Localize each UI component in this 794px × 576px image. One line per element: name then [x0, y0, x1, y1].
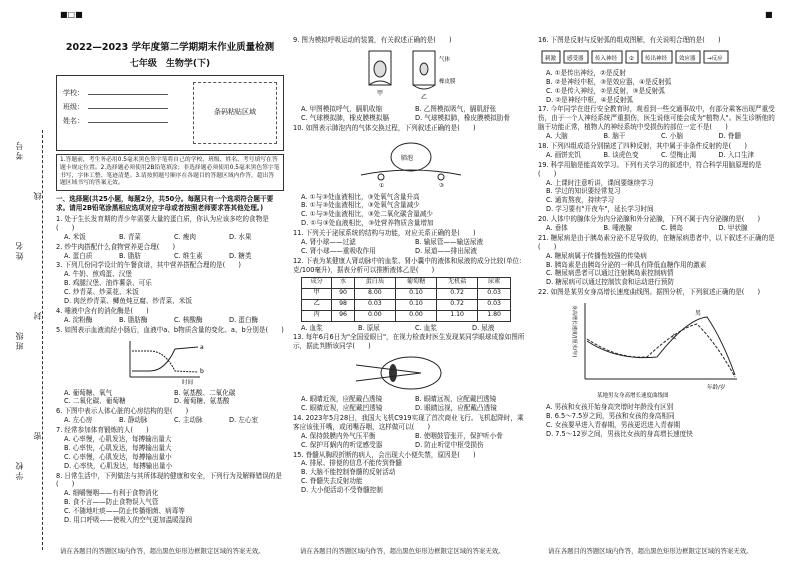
label-banji: 班级: [15, 330, 24, 350]
table-cell: 0.10: [395, 299, 436, 310]
question-stem: 21. 糖尿病是由于胰岛素分泌不足导致的，在糖尿病患者中，以下叙述不正确的是( ): [538, 233, 775, 251]
question-stem: 6. 下图中表示人体心脏的心房结构的是( ): [56, 407, 189, 416]
answer-option[interactable]: D. ①与③处血液相比，③处营养物质含量增加: [301, 219, 434, 228]
answer-option[interactable]: C. 气球模拟肺，橡皮膜模拟膈: [301, 113, 389, 122]
table-cell: 0.72: [437, 288, 478, 299]
table-header-cell: 蛋白质: [354, 277, 395, 288]
answer-option[interactable]: C. 糖尿病患者可以通过注射胰岛素控制病情: [546, 269, 674, 278]
answer-option[interactable]: B. 大脑不能控制脊髓的反射活动: [301, 468, 396, 477]
chart-title: 某地男女身高增长速度曲线图: [597, 393, 669, 400]
table-cell: 0.03: [478, 299, 511, 310]
answer-option[interactable]: A. 淀粉酶: [64, 315, 93, 324]
table-cell: 0.00: [354, 310, 395, 321]
table-cell: 乙: [302, 299, 332, 310]
question-list-2: [293, 36, 529, 495]
footer-3: 请在各题目的答题区域内作答，超出黑色矩形边框限定区域的答案无效。: [548, 547, 753, 555]
answer-option[interactable]: B. 静动脉: [119, 416, 148, 425]
question: [293, 36, 529, 123]
answer-option[interactable]: C. 望梅止渴: [661, 150, 697, 159]
label-mi: 密: [33, 430, 42, 440]
option-list: [56, 489, 284, 525]
answer-option[interactable]: B. ②是神经中枢，③是效应器，④是反射弧: [546, 77, 672, 86]
table-cell: 0.10: [395, 288, 436, 299]
answer-option[interactable]: D. 甲状腺: [718, 224, 748, 233]
table-cell: 甲: [302, 288, 332, 299]
answer-option[interactable]: C. 核酸酶: [174, 315, 203, 324]
reflex-step: 传出神经: [645, 55, 668, 62]
question-stem: 16. 下图是反射与反射弧的组成图解，有关说明合理的是( ): [538, 36, 721, 44]
question: [56, 326, 284, 407]
answer-option[interactable]: C. 瘦肉: [174, 232, 196, 241]
urine-table: [301, 277, 511, 322]
answer-option[interactable]: B. ①与③处血液相比，③处氧气含量减少: [301, 201, 420, 210]
option-list: [56, 270, 284, 306]
question: [56, 261, 284, 305]
exam-notice: 1.答题前，考生务必用0.5毫米黑色签字笔将自己的学校、班级、姓名、考号填写在答题卡规定位置。2.选择题必须使用2B铅笔填涂；非选择题必须使用0.5毫米黑色签字笔书写，字体工整、笔迹清楚。3.请按照题号顺序在各题目的答题区域内作答，超出答题区域书写的答案无效。: [56, 154, 284, 191]
fig-label-alveolus: 肺泡: [401, 154, 414, 162]
answer-option[interactable]: C. 通宵熬夜，持续学习: [546, 196, 615, 205]
option-list: [293, 238, 529, 256]
answer-option[interactable]: C. 维生素: [174, 251, 203, 260]
answer-option[interactable]: B. 胰岛素是由胰岛分泌的一种具有降低血糖作用的激素: [546, 260, 707, 269]
column-1: [56, 36, 284, 526]
answer-option[interactable]: D. 葡萄糖、氨基酸: [174, 397, 230, 406]
answer-option[interactable]: A. ①与③处血液相比，③处氧气含量升高: [301, 192, 420, 201]
reflex-step: 效应器: [679, 55, 696, 62]
option-list: [538, 69, 776, 105]
corner-mark-right: ■: [765, 10, 773, 19]
question-stem: 18. 下列四组成语分别描述了四种反射，其中属于非条件反射的是( ): [538, 142, 747, 151]
curve-label-a: a: [200, 343, 204, 351]
option-list: [56, 389, 284, 407]
answer-option[interactable]: D. 蛋白酶: [229, 315, 259, 324]
question-stem: 3. 下列几份同学设计的午餐食谱，其中营养搭配合理的是( ): [56, 261, 241, 270]
question-stem: 13. 每年6月6日为"全国爱眼日"，在视力检查时医生发现某同学眼球成像如图所示，据此判断该同学( ): [293, 333, 525, 351]
answer-option[interactable]: C. 炒青菜、炒菜花、米饭: [64, 288, 139, 297]
option-list: [293, 459, 529, 495]
option-list: [293, 105, 529, 123]
answer-option[interactable]: B. 脑干: [603, 132, 626, 141]
answer-option[interactable]: A. 保持鼓膜内外气压平衡: [301, 431, 376, 440]
answer-option[interactable]: B. 唾液腺: [603, 224, 632, 233]
answer-option[interactable]: B. 心率快，心肌发达，每搏输出量大: [64, 443, 172, 452]
answer-option[interactable]: B. 青菜: [119, 232, 141, 241]
option-list: [538, 403, 776, 439]
answer-option[interactable]: C. ①与③处血液相比，③处二氧化碳含量减少: [301, 210, 434, 219]
answer-option[interactable]: A. 肾小球——过滤: [301, 238, 356, 247]
class-field[interactable]: 班级：: [63, 100, 168, 114]
svg-text:③: ③: [439, 182, 444, 189]
answer-option[interactable]: A. ①是传出神经，②是反射: [546, 68, 626, 77]
answer-option[interactable]: A. 牛奶、煎鸡蛋、汉堡: [64, 270, 132, 279]
question-stem: 11. 下列关于泌尿系统的结构与功能，对应关系正确的是( ): [293, 229, 476, 238]
option-list: [56, 233, 284, 242]
answer-option[interactable]: B. 氨基酸、二氧化碳: [174, 388, 236, 397]
answer-option[interactable]: D. 防止听觉中枢受损伤: [415, 440, 484, 449]
answer-option[interactable]: D. 脊髓: [718, 132, 741, 141]
option-list: [293, 432, 529, 450]
answer-option[interactable]: C. 血浆: [415, 323, 437, 332]
reflex-step: ②: [629, 55, 634, 62]
question-stem: 19. 科学用脑是能高效学习。下列有关学习的叙述中，符合科学用脑原理的是( ): [538, 160, 762, 178]
blood-curve-figure: [120, 337, 220, 387]
table-header-cell: 水: [332, 277, 354, 288]
answer-option[interactable]: D. 糖类: [229, 251, 252, 260]
question: [293, 333, 529, 413]
answer-option[interactable]: D. 用口呼吸——使吸入的空气更加温暖湿润: [64, 516, 192, 525]
answer-option[interactable]: A. 垂体: [546, 224, 568, 233]
answer-option[interactable]: D. 水果: [229, 232, 252, 241]
cut-line: [42, 130, 43, 550]
answer-option[interactable]: B. 乙图模拟吸气，膈肌舒张: [415, 104, 497, 113]
table-cell: 0.03: [478, 288, 511, 299]
question-stem: 1. 处于生长发育期的青少年需要大量的蛋白质，你认为应该多吃的食物是( ): [56, 214, 269, 232]
label-feng: 封: [33, 310, 42, 320]
name-field[interactable]: 姓名：: [63, 114, 168, 128]
answer-option[interactable]: C. 眼睛近视，应配戴凹透镜: [301, 404, 383, 413]
question-stem: 12. 下表为某健康人肾动脉中的血浆、肾小囊中的液体和尿液的成分比较(单位:克/100毫升)，据表分析可以推断液体乙是( ): [293, 256, 522, 274]
answer-option[interactable]: A. 甲图模拟呼气，膈肌收缩: [301, 104, 383, 113]
question: [56, 472, 284, 525]
breathing-model-figure: [351, 47, 471, 103]
table-cell: 1.10: [437, 310, 478, 321]
table-header-cell: 尿素: [478, 277, 511, 288]
answer-option[interactable]: C. 小脑: [661, 132, 683, 141]
question: [538, 288, 776, 438]
answer-option[interactable]: A. 糖尿病属于传播性较强的传染病: [546, 251, 647, 260]
y-axis-label: 身高增长速度/(厘米/年): [571, 305, 577, 358]
question: [293, 124, 529, 228]
table-cell: 98: [332, 299, 354, 310]
table-cell: 0.00: [395, 310, 436, 321]
student-info-box: [56, 75, 284, 151]
option-list: [538, 151, 776, 160]
answer-option[interactable]: B. 食不言——防止食物误入气管: [64, 498, 159, 507]
answer-option[interactable]: D. 尿液: [472, 323, 495, 332]
option-list: [538, 179, 776, 215]
question-stem: 2. 炒牛肉搭配什么食物营养更合理( ): [56, 242, 176, 251]
answer-option[interactable]: C. 主动脉: [174, 416, 203, 425]
question-list-3: [538, 36, 776, 439]
binding-margin: [8, 130, 48, 550]
answer-option[interactable]: A. 大脑: [546, 132, 568, 141]
answer-option[interactable]: A. 心率慢，心肌发达，每搏输出量大: [64, 435, 172, 444]
reflex-step: →反应: [707, 55, 723, 62]
barcode-area: 条码粘贴区域: [193, 82, 277, 144]
section-1-header: 一、选择题(共25小题，每题2分，共50分。每题只有一个选项符合题干要求。请用2B铅笔涂黑相应选项对应字母或者按照老师要求答其他处理。): [56, 195, 274, 213]
x-axis-label: 时间: [182, 379, 194, 386]
question-stem: 4. 唾液中含有的消化酶是( ): [56, 306, 149, 315]
answer-option[interactable]: D. 心率快，心肌发达，每搏输出量小: [64, 461, 173, 470]
question: [538, 161, 776, 214]
question-list-1: [56, 215, 284, 525]
answer-option[interactable]: A. 蛋白质: [64, 251, 93, 260]
answer-option[interactable]: C. 女孩要早进入青春期，男孩更迟进入青春期: [546, 420, 681, 429]
answer-option[interactable]: D. 学习要有"开夜车"，延长学习时间: [546, 205, 654, 214]
table-row: [302, 299, 511, 310]
answer-option[interactable]: B. 谈虎色变: [603, 150, 639, 159]
question-stem: 5. 如图表示血液流经小肠后，血液中a、b物质含量的变化。a、b分别是( ): [56, 325, 284, 334]
footer-1: 请在各题目的答题区域内作答，超出黑色矩形边框限定区域的答案无效。: [60, 547, 265, 555]
question-stem: 9. 图为模拟呼吸运动的装置，有关叙述正确的是( ): [293, 36, 452, 44]
option-list: [538, 132, 776, 141]
label-xingming: 姓名: [15, 240, 24, 260]
answer-option[interactable]: B. 使咽鼓管张开，保护听小骨: [415, 431, 503, 440]
exam-subtitle: 七年级 生物学(下): [129, 58, 211, 69]
table-cell: 0.72: [437, 299, 478, 310]
answer-option[interactable]: A. 左心房: [64, 416, 93, 425]
question: [56, 426, 284, 470]
question-stem: 10. 如图表示肺泡内的气体交换过程，下列叙述正确的是( ): [293, 123, 476, 132]
option-list: [56, 435, 284, 471]
answer-option[interactable]: A. 血浆: [301, 323, 323, 332]
option-list: [538, 252, 776, 288]
reflex-step: 刺激: [545, 55, 557, 62]
question: [293, 414, 529, 450]
question: [538, 215, 776, 233]
table-row: [302, 288, 511, 299]
option-list: [56, 252, 284, 261]
answer-option[interactable]: D. 肉丝炒青菜、鲫鱼炖豆腐、炒青菜、米饭: [64, 297, 192, 305]
eye-figure: [351, 353, 471, 393]
question: [56, 243, 284, 261]
series-label-girl: 女: [671, 334, 678, 342]
curve-label-b: b: [200, 367, 204, 375]
corner-mark: ■□■: [60, 10, 83, 19]
table-header-cell: 无机盐: [437, 277, 478, 288]
option-list: [56, 416, 284, 425]
table-cell: 0.03: [354, 299, 395, 310]
svg-text:①: ①: [379, 182, 384, 189]
answer-option[interactable]: C. 脊髓失去反射功能: [301, 477, 363, 486]
question-stem: 20. 人体中的腺体分为内分泌腺和外分泌腺，下列不属于内分泌腺的是( ): [538, 215, 761, 224]
column-2: [293, 36, 529, 496]
answer-option[interactable]: D. 左心室: [229, 416, 259, 425]
answer-option[interactable]: A. 画饼充饥: [546, 150, 581, 159]
option-list: [538, 224, 776, 233]
option-list: [293, 324, 529, 333]
fig-label-gas: 气体: [439, 56, 451, 63]
school-field[interactable]: 学校：: [63, 86, 168, 100]
label-xian: 线: [33, 190, 42, 200]
question: [293, 451, 529, 495]
growth-chart-figure: [567, 299, 747, 401]
answer-option[interactable]: C. 保护耳蜗内的听觉感受器: [301, 440, 383, 449]
label-xuexiao: 学校: [15, 460, 24, 480]
question-stem: 17. 今年同学在进行安全教育时，观看到一些交通事故中，有部分乘客出现严重受伤，由于一个人神经系统严重损伤，医生说他可能会成为"植物人"。医生诊断他的脑干功能正常，植物人的神经系统中受损伤的部位一定不是( ): [538, 105, 775, 132]
answer-option[interactable]: B. 原尿: [358, 323, 380, 332]
answer-option[interactable]: A. 细嚼慢咽——有利于食物消化: [64, 489, 159, 498]
table-cell: 96: [332, 310, 354, 321]
table-cell: 丙: [302, 310, 332, 321]
series-label-boy: 男: [695, 310, 702, 318]
fig-label-jia: 甲: [377, 89, 384, 97]
answer-option[interactable]: A. 葡萄糖、氧气: [64, 388, 113, 397]
question-stem: 22. 如图是某男女身高增长速度曲线图。据图分析，下列叙述正确的是( ): [538, 288, 761, 297]
footer-2: 请在各题目的答题区域内作答，超出黑色矩形边框限定区域的答案无效。: [300, 547, 505, 555]
answer-option[interactable]: A. 排尿、排便的信息不能传到脊髓: [301, 459, 402, 468]
answer-option[interactable]: B. 鸡腿汉堡、油炸薯条、可乐: [64, 279, 152, 288]
answer-option[interactable]: B. 6.5～7.5岁之间，男孩和女孩的身高相同: [546, 412, 675, 421]
answer-option[interactable]: D. 尿道——排出尿液: [415, 246, 478, 255]
question: [538, 36, 776, 104]
answer-option[interactable]: D. 大小便活动不受脊髓控制: [301, 486, 383, 495]
question: [56, 215, 284, 242]
reflex-arc-figure: [540, 47, 774, 67]
question: [538, 234, 776, 287]
answer-option[interactable]: A. 米饭: [64, 232, 86, 241]
answer-option[interactable]: B. 脂肪酶: [119, 315, 148, 324]
answer-option[interactable]: D. 入口生津: [718, 150, 755, 159]
table-cell: 90: [332, 288, 354, 299]
question-stem: 7. 经常参加体育锻炼的人( ): [56, 426, 149, 435]
question: [56, 307, 284, 325]
table-cell: 1.80: [478, 310, 511, 321]
reflex-step: 感受器: [567, 55, 584, 62]
answer-option[interactable]: D. 7.5～12岁之间，男孩比女孩的身高增长速度快: [546, 429, 693, 438]
question-stem: 15. 脊髓从胸段折断的病人，会出现大小便失禁，原因是( ): [293, 450, 476, 459]
answer-option[interactable]: D. 气球模拟肺，橡皮膜模拟肋骨: [415, 113, 510, 122]
question-stem: 8. 日常生活中，下列做法与其所体现的健康和安全，下列行为及解释错误的是( ): [56, 471, 282, 489]
answer-option[interactable]: C. 胰岛: [661, 224, 683, 233]
label-kaohao: 考号: [15, 140, 24, 160]
fig-label-membrane: 橡皮膜: [439, 78, 456, 85]
answer-option[interactable]: B. 输尿管——输送尿液: [415, 238, 484, 247]
column-3: [538, 36, 776, 440]
answer-option[interactable]: B. 学过的知识要经常复习: [546, 187, 621, 196]
fig-label-yi: 乙: [421, 93, 428, 101]
question-stem: 14. 2023年5月28日，我国大飞机C919实现了首次商业飞行。飞机起降时，乘客应该张开嘴，或闭嘴吞咽，这样做可以( ): [293, 414, 524, 431]
x-axis-label: 年龄/岁: [707, 385, 726, 392]
alveolus-figure: [351, 135, 471, 191]
answer-option[interactable]: D. 眼睛远视，应配戴凸透镜: [415, 404, 497, 413]
option-list: [293, 395, 529, 413]
answer-option[interactable]: C. 不随地吐痰——防止传播细菌、病毒等: [64, 507, 185, 516]
table-header-cell: 葡萄糖: [395, 277, 436, 288]
answer-option[interactable]: B. 眼睛远视，应配戴凹透镜: [415, 395, 497, 404]
answer-option[interactable]: B. 脂肪: [119, 251, 141, 260]
question: [538, 105, 776, 141]
exam-title: 2022—2023 学年度第二学期期末作业质量检测: [65, 42, 275, 53]
reflex-step: 传入神经: [595, 55, 618, 62]
question: [293, 257, 529, 333]
option-list: [293, 193, 529, 229]
answer-option[interactable]: C. 心率慢，心肌发达，每搏输出量小: [64, 452, 172, 461]
answer-option[interactable]: A. 男孩和女孩开始身高突增时年龄没有区别: [546, 403, 674, 412]
question: [56, 407, 284, 425]
answer-option[interactable]: C. ①是传入神经，②是反射，③是反射弧: [546, 86, 665, 95]
table-row: [302, 310, 511, 321]
question: [538, 142, 776, 160]
answer-option[interactable]: C. 二氧化碳、葡萄糖: [64, 397, 126, 406]
answer-option[interactable]: C. 肾小球——重吸收作用: [301, 246, 376, 255]
table-cell: 8.00: [354, 288, 395, 299]
answer-option[interactable]: D. ②是神经中枢，④是反射弧: [546, 95, 634, 104]
table-header-cell: 成分: [302, 277, 332, 288]
option-list: [56, 316, 284, 325]
question: [293, 229, 529, 256]
answer-option[interactable]: A. 眼睛近视，应配戴凸透镜: [301, 395, 383, 404]
answer-option[interactable]: D. 糖尿病可以通过控制饮食和运动进行预防: [546, 278, 674, 287]
answer-option[interactable]: A. 上课时注意听讲，课间要继续学习: [546, 178, 654, 187]
